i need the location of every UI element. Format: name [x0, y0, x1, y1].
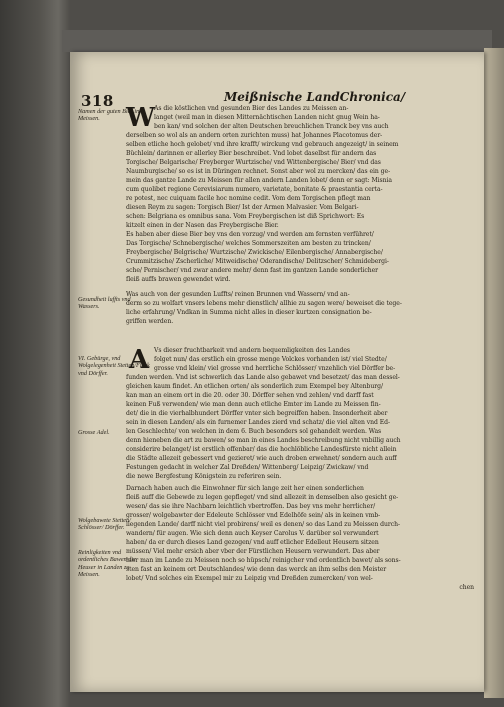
text-line: gleichen kaum findet. An etlichen orten/ als sonderlich zum Exempel bey Altenburg/: [126, 383, 383, 390]
text-line: Freybergische/ Belgrische/ Wurtzische/ Zwickische/ Eilenbergische/ Annabergische/: [126, 249, 383, 256]
text-line: diesen Reym zu sagen: Torgisch Bier/ Ist der Armen Malvasier. Vom Belgari-: [126, 204, 359, 211]
text-line: liche erfahrung/ Vndkan in Summa nicht alles in dieser kurtzen consignation be-: [126, 309, 372, 316]
text-line: Was auch von der gesunden Luffts/ reinen Brunnen vnd Wassern/ vnd an-: [126, 291, 350, 298]
text-line: hier man im Lande zu Meissen noch so hüpsch/ reinigcher vnd ordentlich bawet/ als sons-: [126, 557, 401, 564]
paragraph: [126, 290, 474, 326]
text-line: funden werden. Vnd ist schwerlich das Lande also gebawet vnd besetzet/ das man dessel-: [126, 374, 400, 381]
text-line: derselben so wol als an andern orten zurichten muss) hat Johannes Placotomus der-: [126, 132, 383, 139]
text-line: re potest, nec cuiquam facile hoc nomine cedit. Vom dem Torgischen pflegt man: [126, 195, 371, 202]
text-line: considerire belanget/ ist erstlich offenbar/ das die hochlöbliche Landesfürste nicht allein: [126, 446, 397, 453]
margin-note: Gesundheit luffts vnd Wassers.: [78, 296, 131, 311]
text-line: det/ die in die vierhalbhundert Dörffer vnter sich begreiffen haben. Insonderheit aber: [126, 410, 388, 417]
text-line: haben/ da er durch dieses Land gezogen/ vnd auff etlicher Edelleut Heusern sitzen: [126, 539, 379, 546]
text-line: schen: Belgriana es omnibus sana. Vom Freybergischen ist diß Sprichwort: Es: [126, 213, 365, 220]
margin-note: Wolgebawete Stetten/ Schlösser/ Dörffer.: [78, 517, 131, 532]
text-line: liegenden Lande/ darff nicht viel probirens/ weil es denen/ so das Land zu Meissen durch-: [126, 521, 401, 528]
text-line: Vs dieser fruchtbarkeit vnd andern bequemligkeiten des Landes: [154, 347, 350, 354]
text-line: müssen/ Viel mehr ersich aber vber der Fürstlichen Heusern verwundert. Das aber: [126, 548, 380, 555]
text-line: wesen/ das sie ihre Nachbarn leichtlich vbertroffen. Das bey vns mehr herrlicher/: [126, 503, 376, 510]
text-line: griffen werden.: [126, 318, 174, 325]
text-line: grosse vnd klein/ viel grosse vnd herrliche Schlösser/ vnzehlich viel Dörffer be-: [154, 365, 396, 372]
text-line: selben etliche hoch gelobet/ vnd ihre krafft/ wirckung vnd gebrauch angezeigt/ in seinem: [126, 141, 399, 148]
text-line: Torgische/ Belgarische/ Freyberger Wurtzische/ vnd Wittenbergische/ Bier/ vnd das: [126, 159, 381, 166]
paragraph-lines: [126, 346, 474, 481]
text-line: die Städte allezeit gebessert vnd gezieret/ wie auch droben erwehnet/ sondern auch auff: [126, 455, 397, 462]
text-line: denn hieneben die art zu bawen/ so man in eines Landes beschreibung nicht vnbillig auch: [126, 437, 401, 444]
paragraph-lines: [126, 104, 474, 284]
text-line: fleiß auff die Gebewde zu legen gepfleget/ vnd sind allezeit in demselben also gesicht ge-: [126, 494, 399, 501]
text-line: ben kan/ vnd solchen der alten Deutschen breuchlichen Tranck bey vns auch: [154, 123, 389, 130]
text-line: wandern/ für augen. Wie sich denn auch Keyser Carolus V. darüber sol verwundert: [126, 530, 379, 537]
binding-shadow: [62, 30, 492, 52]
paragraph-lines: [126, 484, 474, 583]
text-line: folget nun/ das erstlich ein grosse menge Volckes vorhanden ist/ viel Stedte/: [154, 356, 387, 363]
text-line: grosser/ wolgebawter der Edeleute Schlösser vnd Edelhöfe sein/ als in keinen vmb-: [126, 512, 381, 519]
text-line: Festungen gedacht in welcher Zal Dreßden/ Wittenberg/ Leipzig/ Zwickaw/ vnd: [126, 464, 369, 471]
paragraph: [126, 104, 474, 284]
margin-note: Namen der guten Bier in Meissen.: [78, 108, 140, 123]
text-line: cum quolibet regione Cerevisiarum numero, varietate, bonitate & praestantia certa-: [126, 186, 383, 193]
margin-note: VI. Gebürge, vnd Wolgelegenheit Stetten/Fleck vnd Dörffer.: [78, 355, 150, 377]
text-line: sten fast an keinem ort Deutschlandes/ wie denn das werck an ihm selbs den Meister: [126, 566, 387, 573]
drop-cap: W: [126, 103, 156, 133]
text-line: derm so zu wolfart vnsers lebens mehr dienstlich/ allhie zu sagen were/ beweiset die tege-: [126, 300, 402, 307]
paragraph: [126, 484, 474, 592]
text-line: Das Torgische/ Schnebergische/ welches Sommerszeiten am besten zu trincken/: [126, 240, 371, 247]
text-line: sche/ Pernischer/ vnd zwar andere mehr/ denn fast im gantzen Lande sonderlicher: [126, 267, 379, 274]
page-number: 318: [81, 92, 114, 110]
text-line: kitzelt einen in der Nasen das Freybergische Bier.: [126, 222, 279, 229]
running-head: Meißnische LandChronica/: [224, 90, 406, 104]
catchword: chen: [459, 584, 474, 591]
margin-note: Reinligkeiten vnd ordentliches Bawen die Heuser in Landen zu Meissen.: [78, 549, 136, 579]
text-line: Naumburgische/ so es ist in Düringen rechnet. Sonst aber wol zu mercken/ das ein ge-: [126, 168, 391, 175]
text-line: As die köstlichen vnd gesunden Bier des Landes zu Meissen an-: [154, 105, 349, 112]
text-line: Darnach haben auch die Einwohner für sich lange zeit her einen sonderlichen: [126, 485, 364, 492]
page-edge: [484, 48, 504, 698]
text-line: mein das gantze Lande zu Meissen für allen andern Landen lobet/ denn er sagt: Misnia: [126, 177, 392, 184]
text-line: keinen Fuß verwenden/ wie man denn auch etliche Emter im Lande zu Meissen fin-: [126, 401, 381, 408]
text-line: Büchlein/ darinnen er allerley Bier beschreibet. Vnd lobet daselbst für andern das: [126, 150, 377, 157]
paragraph: [126, 346, 474, 481]
text-line: len Geschlechte/ von welchen in dem 6. Buch besonders sol gehandelt werden. Was: [126, 428, 382, 435]
text-line: Es haben aber diese Bier bey vns den vorzug/ vnd werden am fernsten verführet/: [126, 231, 374, 238]
text-line: fleiß auffs brawen gewendet wird.: [126, 276, 231, 283]
text-line: sein in diesen Landen/ als ein furnemer Landes zierd vnd schatz/ die viel alten vnd Ed-: [126, 419, 391, 426]
text-line: Crummitzische/ Zscherliche/ Mitweidische/ Oderandische/ Delitzscher/ Schmidebergi-: [126, 258, 389, 265]
margin-note: Grosse Adel.: [78, 429, 110, 436]
text-line: die newe Bergfestung Königstein zu referiren sein.: [126, 473, 282, 480]
text-line: kan man an einem ort in die 20. oder 30. Dörffer sehen vnd zehlen/ vnd darff fast: [126, 392, 374, 399]
text-line: lobet/ Vnd solches ein Exempel mir zu Leipzig vnd Dreßden zumercken/ von wel-: [126, 575, 373, 582]
paragraph-lines: [126, 290, 474, 326]
text-line: langet (weil man in diesen Mitternächtischen Landen nicht gnug Wein ha-: [154, 114, 380, 121]
drop-cap: A: [128, 345, 150, 375]
